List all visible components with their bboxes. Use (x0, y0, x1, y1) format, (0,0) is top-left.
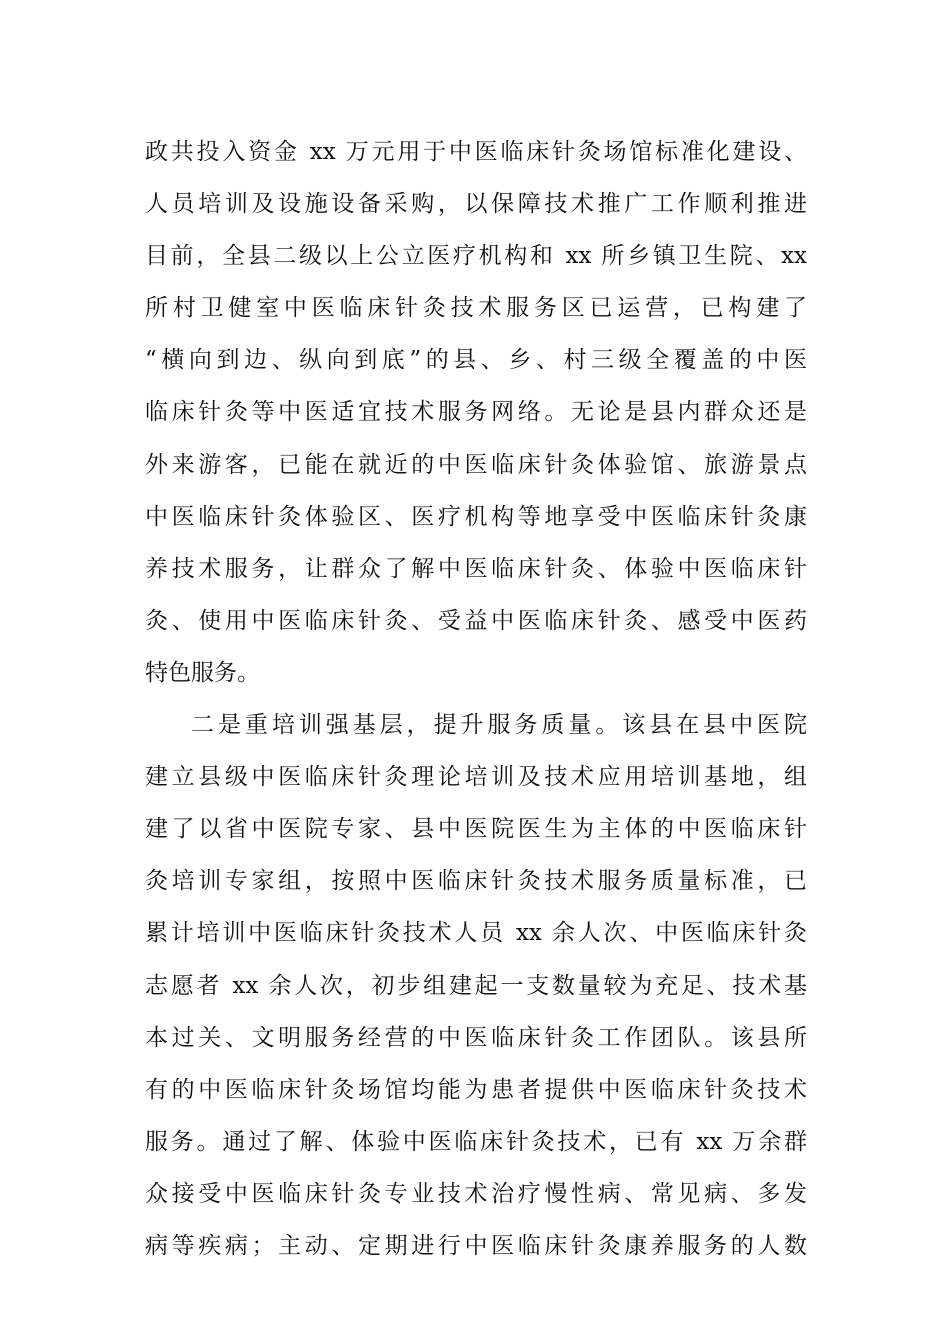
text-line: 政共投入资金 xx 万元用于中医临床针灸场馆标准化建设、 (145, 139, 807, 165)
text-line: 养技术服务，让群众了解中医临床针灸、体验中医临床针 (145, 555, 807, 582)
text-line: 建立县级中医临床针灸理论培训及技术应用培训基地，组 (145, 764, 807, 791)
text-line: 特色服务。 (145, 659, 260, 686)
document-body (145, 126, 807, 1272)
text-line: 中医临床针灸体验区、医疗机构等地享受中医临床针灸康 (145, 503, 807, 530)
text-line: “横向到边、纵向到底”的县、乡、村三级全覆盖的中医 (145, 347, 807, 374)
paragraph-1 (145, 126, 807, 699)
text-line: 人员培训及设施设备采购，以保障技术推广工作顺利推进 (145, 191, 807, 218)
text-line: 志愿者 xx 余人次，初步组建起一支数量较为充足、技术基 (145, 972, 807, 999)
text-line: 众接受中医临床针灸专业技术治疗慢性病、常见病、多发 (145, 1180, 807, 1207)
text-line: 服务。通过了解、体验中医临床针灸技术，已有 xx 万余群 (145, 1128, 807, 1155)
text-line: 本过关、文明服务经营的中医临床针灸工作团队。该县所 (145, 1024, 807, 1051)
text-line: 建了以省中医院专家、县中医院医生为主体的中医临床针 (145, 816, 807, 843)
text-line: 灸、使用中医临床针灸、受益中医临床针灸、感受中医药 (145, 607, 807, 634)
text-line: 有的中医临床针灸场馆均能为患者提供中医临床针灸技术 (145, 1076, 807, 1103)
text-line: 二是重培训强基层，提升服务质量。该县在县中医院 (191, 712, 807, 739)
text-line: 病等疾病；主动、定期进行中医临床针灸康养服务的人数 (145, 1232, 807, 1259)
text-line: 所村卫健室中医临床针灸技术服务区已运营，已构建了 (145, 295, 807, 322)
text-line: 累计培训中医临床针灸技术人员 xx 余人次、中医临床针灸 (145, 920, 807, 947)
text-line: 外来游客，已能在就近的中医临床针灸体验馆、旅游景点 (145, 451, 807, 478)
text-line: 灸培训专家组，按照中医临床针灸技术服务质量标准，已 (145, 868, 807, 895)
text-line: 目前，全县二级以上公立医疗机构和 xx 所乡镇卫生院、xx (145, 243, 807, 270)
text-line: 临床针灸等中医适宜技术服务网络。无论是县内群众还是 (145, 399, 807, 426)
paragraph-2 (145, 699, 807, 1272)
